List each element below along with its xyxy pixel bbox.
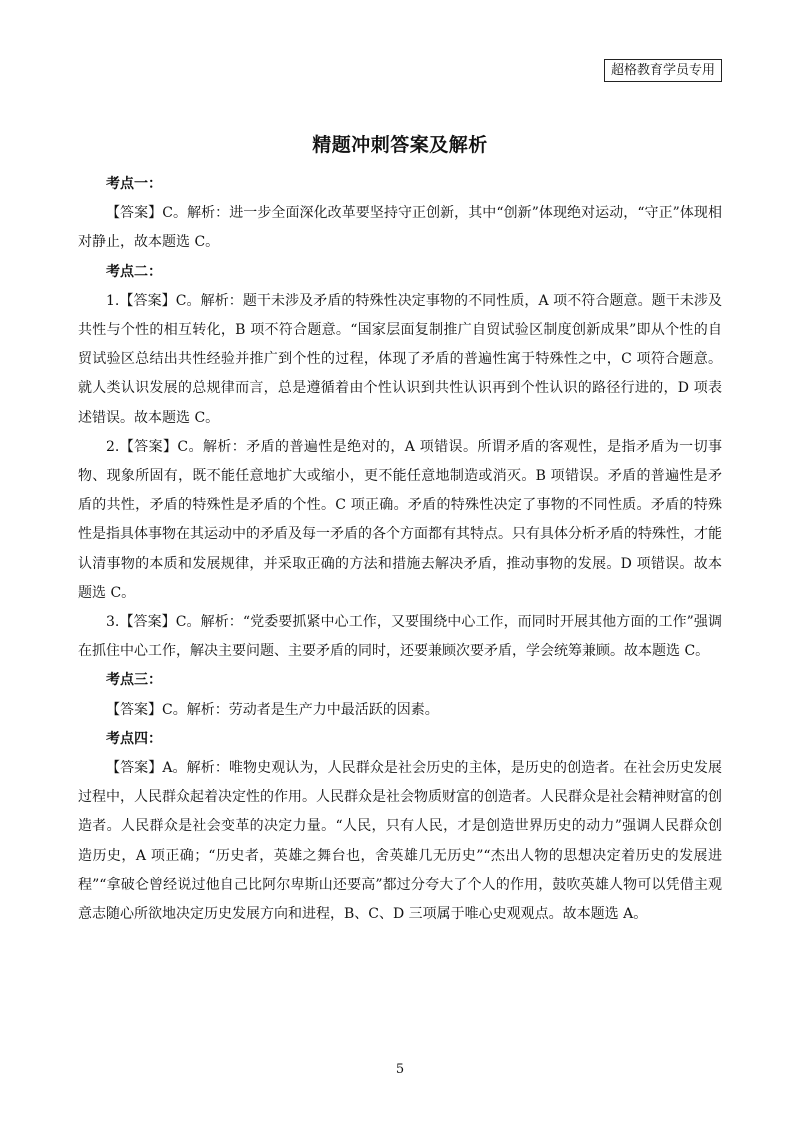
header-tag: 超格教育学员专用: [604, 59, 722, 82]
section-kaodian-1: [78, 170, 722, 258]
section-kaodian-3: [78, 666, 722, 724]
section-kaodian-4: [78, 725, 722, 929]
answer-paragraph: 1.【答案】C。解析：题干未涉及矛盾的特殊性决定事物的不同性质，A 项不符合题意。题干未涉及共性与个性的相互转化，B 项不符合题意。“国家层面复制推广自贸试验区制度创新成果”即从个性的自贸试验区总结出共性经验并推广到个性的过程，体现了矛盾的普遍性寓于特殊性之中，C 项符合题意。就人类认识发展的总规律而言，总是遵循着由个性认识到共性认识再到个性认识的路径行进的，D 项表述错误。故本题选 C。: [78, 292, 722, 426]
page-number: 5: [395, 1062, 405, 1077]
section-kaodian-2: [78, 258, 722, 667]
answer-paragraph: 2.【答案】C。解析：矛盾的普遍性是绝对的，A 项错误。所谓矛盾的客观性，是指矛盾为一切事物、现象所固有，既不能任意地扩大或缩小，更不能任意地制造或消灭。B 项错误。矛盾的普遍性是矛盾的共性，矛盾的特殊性是矛盾的个性。C 项正确。矛盾的特殊性决定了事物的不同性质。矛盾的特殊性是指具体事物在其运动中的矛盾及每一矛盾的各个方面都有其特点。只有具体分析矛盾的特殊性，才能认清事物的本质和发展规律，并采取正确的方法和措施去解决矛盾，推动事物的发展。D 项错误。故本题选 C。: [78, 438, 722, 601]
answer-paragraph: 【答案】C。解析：劳动者是生产力中最活跃的因素。: [106, 701, 439, 718]
page-title: 精题冲刺答案及解析: [312, 134, 488, 156]
section-heading: 考点四：: [106, 730, 162, 747]
section-heading: 考点三：: [106, 672, 162, 689]
answer-paragraph: 【答案】C。解析：进一步全面深化改革要坚持守正创新，其中“创新”体现绝对运动，“守正”体现相对静止，故本题选 C。: [78, 205, 722, 251]
answer-content: [78, 170, 722, 929]
section-heading: 考点一：: [106, 176, 162, 192]
answer-paragraph: 3.【答案】C。解析：“党委要抓紧中心工作，又要围绕中心工作，而同时开展其他方面的工作”强调在抓住中心工作，解决主要问题、主要矛盾的同时，还要兼顾次要矛盾，学会统筹兼顾。故本题选 C。: [78, 614, 722, 660]
answer-paragraph: 【答案】A。解析：唯物史观认为，人民群众是社会历史的主体，是历史的创造者。在社会历史发展过程中，人民群众起着决定性的作用。人民群众是社会物质财富的创造者。人民群众是社会精神财富的创造者。人民群众是社会变革的决定力量。“人民，只有人民，才是创造世界历史的动力”强调人民群众创造历史，A 项正确；“历史者，英雄之舞台也，舍英雄几无历史”“杰出人物的思想决定着历史的发展进程”“拿破仑曾经说过他自己比阿尔卑斯山还要高”都过分夸大了个人的作用，鼓吹英雄人物可以凭借主观意志随心所欲地决定历史发展方向和进程，B、C、D 三项属于唯心史观观点。故本题选 A。: [78, 760, 722, 923]
section-heading: 考点二：: [106, 263, 162, 280]
